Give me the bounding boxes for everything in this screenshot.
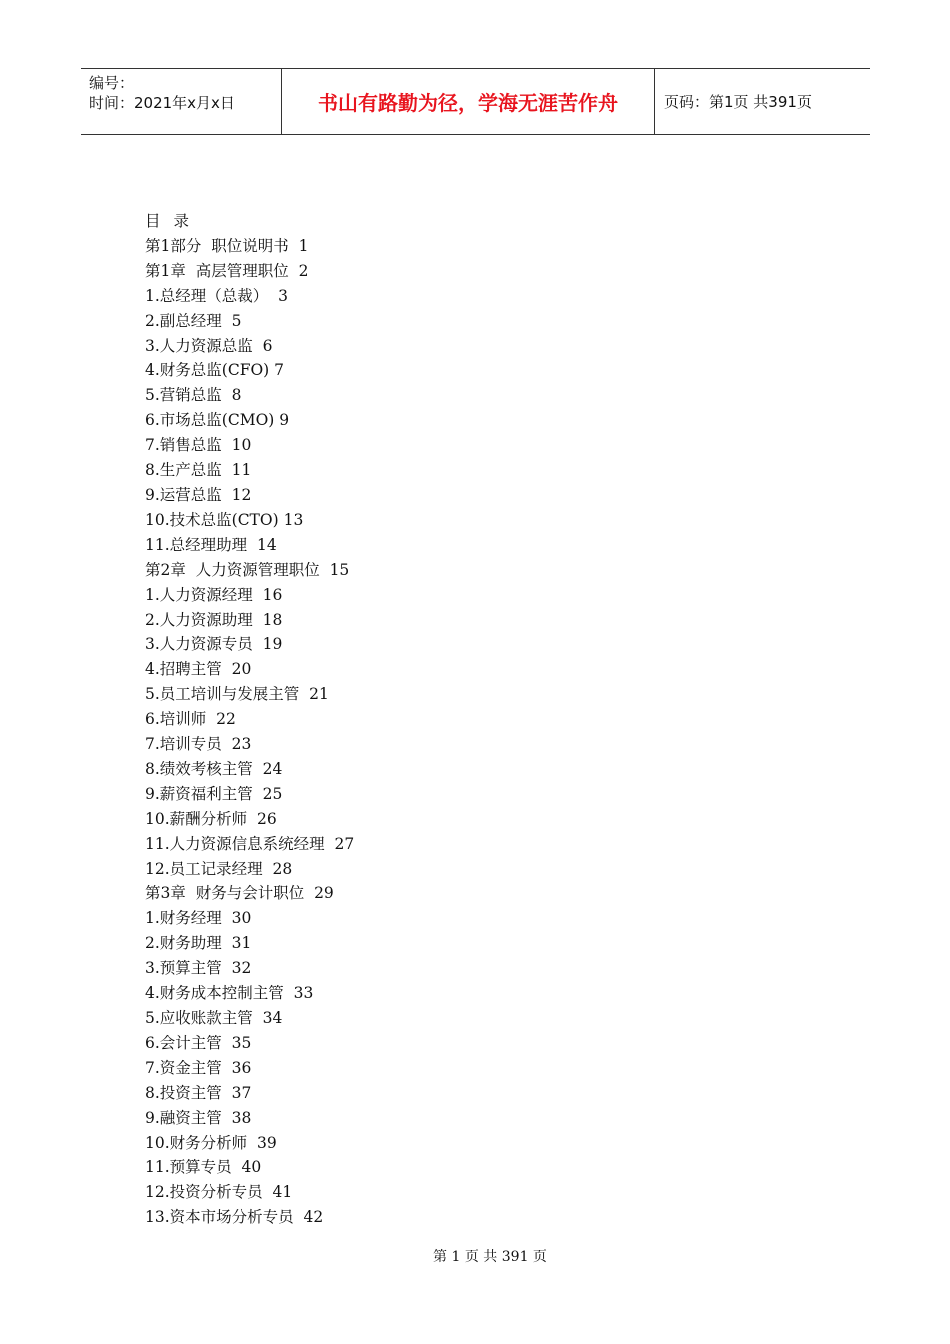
toc-entry: 7.培训专员 23 [145, 735, 252, 754]
toc-entry: 4.财务总监(CFO) 7 [145, 361, 284, 380]
toc-entry: 第2章 人力资源管理职位 15 [145, 560, 350, 579]
toc-entry: 7.资金主管 36 [145, 1058, 252, 1077]
toc-entry: 5.应收账款主管 34 [145, 1009, 283, 1027]
toc-entry: 11.预算专员 40 [145, 1158, 262, 1177]
toc-entry: 3.预算主管 32 [145, 959, 252, 978]
toc-entry: 12.投资分析专员 41 [145, 1183, 293, 1202]
toc-title: 目录 [145, 212, 203, 230]
toc-entry: 12.员工记录经理 28 [145, 859, 293, 878]
toc-entry: 7.销售总监 10 [145, 436, 252, 455]
toc-entry: 第3章 财务与会计职位 29 [145, 884, 334, 903]
page-header [81, 68, 870, 135]
toc-entry: 10.财务分析师 39 [145, 1133, 277, 1152]
date-label: 时间：2021年x月x日 [89, 94, 235, 112]
serial-label: 编号： [89, 74, 135, 92]
header-left [89, 73, 281, 113]
header-page-label: 页码：第1页 共391页 [664, 93, 812, 111]
toc-entry: 9.薪资福利主管 25 [145, 784, 283, 803]
toc-entry: 3.人力资源专员 19 [145, 635, 283, 654]
toc-entry: 11.总经理助理 14 [145, 535, 277, 554]
toc-entry: 9.融资主管 38 [145, 1108, 252, 1127]
toc-entry: 2.人力资源助理 18 [145, 610, 283, 629]
toc-entry: 第1章 高层管理职位 2 [145, 261, 309, 280]
toc-entry: 3.人力资源总监 6 [145, 336, 273, 355]
toc-entry: 8.绩效考核主管 24 [145, 759, 283, 778]
header-divider [654, 69, 655, 134]
toc-entry: 1.财务经理 30 [145, 909, 252, 928]
page-footer: 第 1 页 共 391 页 [433, 1249, 547, 1265]
toc-entry: 5.营销总监 8 [145, 386, 242, 405]
header-motto: 书山有路勤为径，学海无涯苦作舟 [318, 91, 618, 115]
toc-entry: 9.运营总监 12 [145, 485, 252, 504]
toc-entry: 10.薪酬分析师 26 [145, 809, 277, 828]
toc-entry: 2.副总经理 5 [145, 311, 242, 330]
toc-entry: 8.生产总监 11 [145, 461, 252, 480]
toc-entry: 6.培训师 22 [145, 710, 236, 729]
toc-entry: 第1部分 职位说明书 1 [145, 236, 309, 255]
toc-entry: 1.总经理（总裁） 3 [145, 286, 289, 305]
toc-entry: 10.技术总监(CTO) 13 [145, 510, 304, 529]
toc-entry: 11.人力资源信息系统经理 27 [145, 834, 355, 853]
toc-entry: 6.会计主管 35 [145, 1033, 252, 1052]
table-of-contents [145, 209, 354, 1230]
toc-entry: 4.财务成本控制主管 33 [145, 984, 314, 1003]
toc-entry: 8.投资主管 37 [145, 1083, 252, 1102]
toc-entry: 2.财务助理 31 [145, 934, 252, 953]
toc-entry: 1.人力资源经理 16 [145, 585, 283, 604]
toc-entry: 4.招聘主管 20 [145, 660, 252, 679]
toc-entry: 5.员工培训与发展主管 21 [145, 685, 329, 704]
toc-entry: 6.市场总监(CMO) 9 [145, 411, 290, 430]
toc-entry: 13.资本市场分析专员 42 [145, 1208, 324, 1227]
